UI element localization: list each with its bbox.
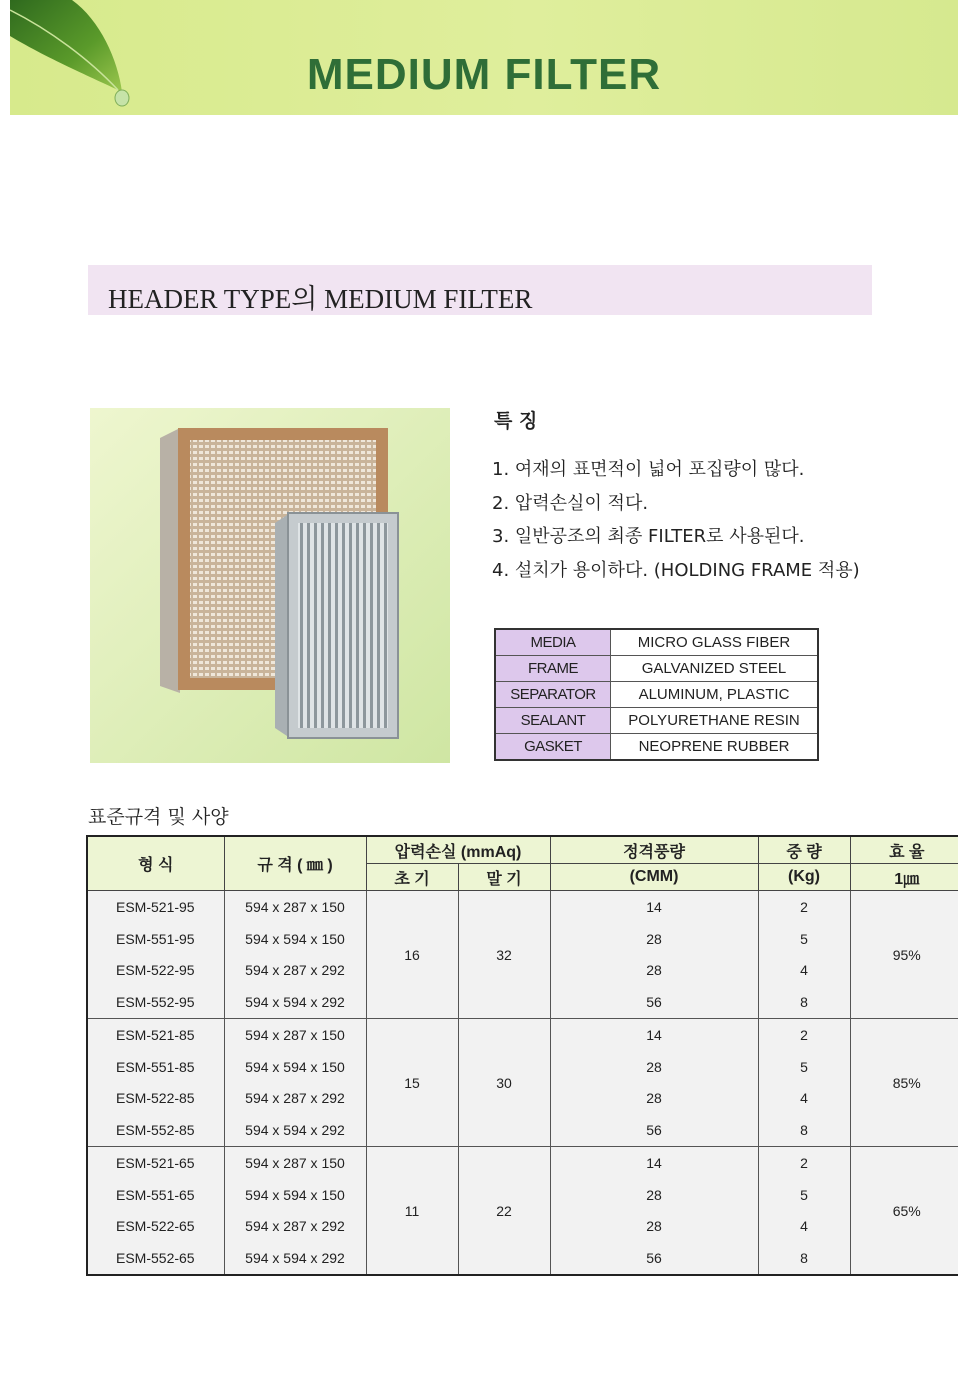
weight-cell: 8: [800, 1250, 808, 1267]
weight-cell: 2: [800, 1026, 808, 1043]
model-cell: ESM-521-95: [116, 898, 195, 915]
efficiency-cell: 95%: [850, 891, 958, 1019]
header-model: 형 식: [87, 836, 224, 891]
header-banner: [10, 0, 958, 115]
model-cell: ESM-551-85: [116, 1058, 195, 1075]
weight-cell: 2: [800, 1154, 808, 1171]
materials-row: [495, 708, 818, 734]
section-title: HEADER TYPE의 MEDIUM FILTER: [108, 284, 533, 314]
size-cell: 594 x 287 x 292: [245, 1090, 345, 1107]
efficiency-cell: 85%: [850, 1019, 958, 1147]
materials-row: [495, 734, 818, 761]
size-cell: 594 x 594 x 292: [245, 994, 345, 1011]
feature-item: 1. 여재의 표면적이 넓어 포집량이 많다.: [492, 459, 805, 480]
weight-cell: 5: [800, 930, 808, 947]
material-value: ALUMINUM, PLASTIC: [611, 682, 819, 708]
material-value: GALVANIZED STEEL: [611, 656, 819, 682]
material-key: MEDIA: [495, 629, 611, 656]
header-initial: 초 기: [366, 864, 458, 891]
filter-product-image: [90, 408, 450, 763]
header-efficiency: 효 율: [850, 836, 958, 864]
model-cell: ESM-522-85: [116, 1090, 195, 1107]
size-cell: 594 x 594 x 292: [245, 1122, 345, 1139]
airflow-cell: 14: [646, 898, 662, 915]
header-size: 규 격 ( ㎜ ): [224, 836, 366, 891]
feature-item: 2. 압력손실이 적다.: [492, 492, 649, 514]
materials-table: [494, 628, 819, 761]
model-cell: ESM-522-65: [116, 1218, 195, 1235]
model-cell: ESM-521-85: [116, 1026, 195, 1043]
model-cell: ESM-552-95: [116, 994, 195, 1011]
airflow-cell: 56: [646, 1250, 662, 1267]
material-value: POLYURETHANE RESIN: [611, 708, 819, 734]
model-cell: ESM-552-85: [116, 1122, 195, 1139]
weight-cell: 4: [800, 1218, 808, 1235]
header-final: 말 기: [458, 864, 550, 891]
airflow-cell: 14: [646, 1026, 662, 1043]
materials-row: [495, 682, 818, 708]
spec-group-row: [87, 1019, 958, 1147]
model-cell: ESM-522-95: [116, 962, 195, 979]
feature-item: 3. 일반공조의 최종 FILTER로 사용된다.: [492, 526, 805, 547]
airflow-cell: 28: [646, 1090, 662, 1107]
material-value: NEOPRENE RUBBER: [611, 734, 819, 761]
spec-group-row: [87, 891, 958, 1019]
model-cell: ESM-551-65: [116, 1186, 195, 1203]
material-value: MICRO GLASS FIBER: [611, 629, 819, 656]
airflow-cell: 28: [646, 1218, 662, 1235]
spec-table: [86, 835, 958, 1276]
page-title: MEDIUM FILTER: [306, 50, 662, 99]
size-cell: 594 x 287 x 292: [245, 1218, 345, 1235]
weight-cell: 4: [800, 1090, 808, 1107]
weight-cell: 8: [800, 1122, 808, 1139]
model-cell: ESM-521-65: [116, 1154, 195, 1171]
initial-pressure-cell: 15: [366, 1019, 458, 1147]
final-pressure-cell: 30: [458, 1019, 550, 1147]
materials-row: [495, 656, 818, 682]
model-cell: ESM-551-95: [116, 930, 195, 947]
weight-cell: 5: [800, 1058, 808, 1075]
material-key: SEALANT: [495, 708, 611, 734]
weight-cell: 2: [800, 898, 808, 915]
airflow-cell: 28: [646, 962, 662, 979]
size-cell: 594 x 594 x 150: [245, 1058, 345, 1075]
initial-pressure-cell: 16: [366, 891, 458, 1019]
size-cell: 594 x 287 x 150: [245, 1026, 345, 1043]
airflow-cell: 28: [646, 930, 662, 947]
header-weight-unit: (Kg): [758, 864, 850, 891]
header-pressure: 압력손실 (mmAq): [366, 836, 550, 864]
airflow-cell: 28: [646, 1058, 662, 1075]
airflow-cell: 56: [646, 994, 662, 1011]
feature-item: 4. 설치가 용이하다. (HOLDING FRAME 적용): [492, 559, 860, 581]
size-cell: 594 x 287 x 292: [245, 962, 345, 979]
size-cell: 594 x 594 x 150: [245, 1186, 345, 1203]
airflow-cell: 28: [646, 1186, 662, 1203]
spec-title: 표준규격 및 사양: [88, 806, 229, 828]
initial-pressure-cell: 11: [366, 1147, 458, 1276]
final-pressure-cell: 22: [458, 1147, 550, 1276]
size-cell: 594 x 287 x 150: [245, 1154, 345, 1171]
efficiency-cell: 65%: [850, 1147, 958, 1276]
material-key: SEPARATOR: [495, 682, 611, 708]
materials-row: [495, 629, 818, 656]
size-cell: 594 x 594 x 150: [245, 930, 345, 947]
model-cell: ESM-552-65: [116, 1250, 195, 1267]
header-efficiency-unit: 1㎛: [850, 864, 958, 891]
weight-cell: 5: [800, 1186, 808, 1203]
material-key: GASKET: [495, 734, 611, 761]
spec-group-row: [87, 1147, 958, 1276]
features-title: 특 징: [494, 410, 538, 432]
final-pressure-cell: 32: [458, 891, 550, 1019]
material-key: FRAME: [495, 656, 611, 682]
features-list: [492, 456, 860, 590]
weight-cell: 8: [800, 994, 808, 1011]
header-weight: 중 량: [758, 836, 850, 864]
header-airflow: 정격풍량: [550, 836, 758, 864]
section-header: [88, 265, 872, 315]
size-cell: 594 x 594 x 292: [245, 1250, 345, 1267]
header-airflow-unit: (CMM): [550, 864, 758, 891]
airflow-cell: 56: [646, 1122, 662, 1139]
size-cell: 594 x 287 x 150: [245, 898, 345, 915]
weight-cell: 4: [800, 962, 808, 979]
airflow-cell: 14: [646, 1154, 662, 1171]
